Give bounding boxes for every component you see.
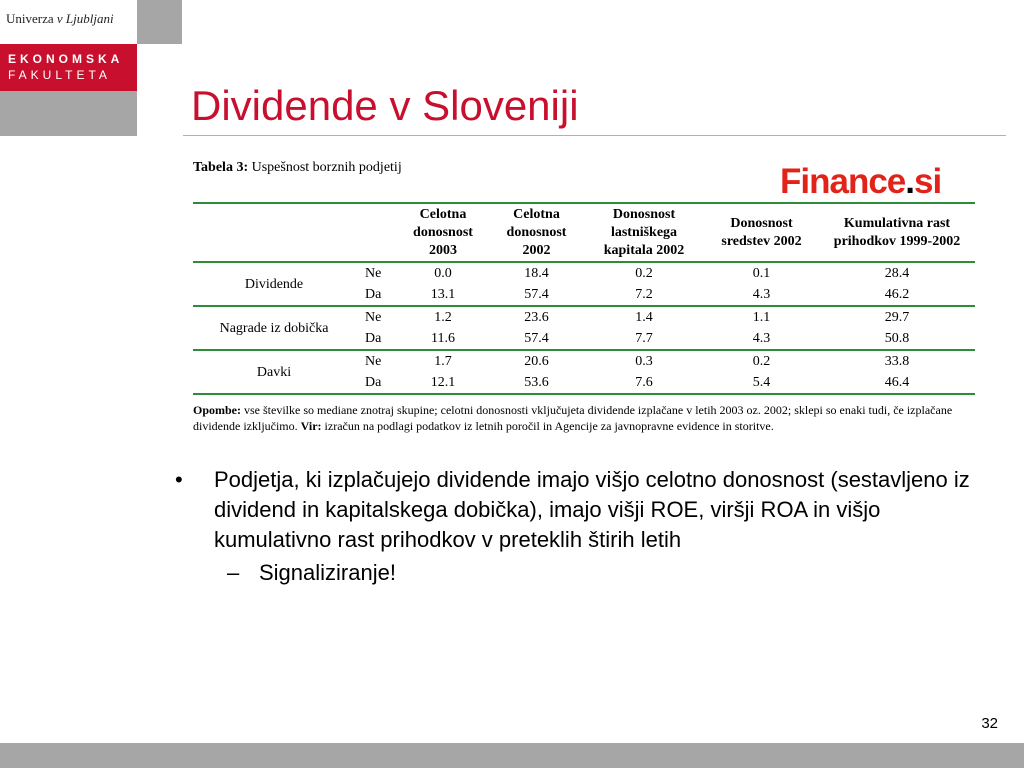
group-label: Nagrade iz dobička (193, 306, 355, 350)
logo-text-dot: . (905, 162, 914, 201)
value-cell: 46.2 (819, 284, 975, 306)
university-name (6, 11, 114, 27)
table-row (193, 262, 975, 284)
faculty-logo (0, 44, 137, 91)
faculty-logo-line2: FAKULTETA (8, 68, 111, 82)
footnote-text: vse številke so mediane znotraj skupine; celotni donosnosti vključujeta dividende izplačane v letih 2003 oz. 2002; sklepi so enaki tudi, če izplačane dividende izključimo. (193, 403, 953, 433)
university-name-suffix: v Ljubljani (56, 11, 114, 26)
yn-cell: Da (355, 328, 397, 350)
logo-text-main: Finance (780, 162, 906, 201)
yn-cell: Da (355, 372, 397, 394)
value-cell: 28.4 (884, 266, 910, 281)
source-text: izračun na podlagi podatkov iz letnih poročil in Agencije za javnopravne evidence in storitve. (321, 419, 774, 433)
header-cell (193, 203, 355, 262)
group-label: Davki (193, 350, 355, 394)
table-row (193, 306, 975, 328)
yn-cell: Ne (365, 266, 382, 281)
table-caption-text: Uspešnost borznih podjetij (248, 160, 402, 175)
source-label: Vir: (300, 419, 322, 433)
value-cell: 13.1 (397, 284, 489, 306)
page-number: 32 (981, 715, 998, 732)
university-name-prefix: Univerza (6, 11, 54, 26)
side-grey-block (0, 91, 137, 136)
header-cell: Celotna donosnost 2003 (397, 203, 489, 262)
footer-bar (0, 743, 1024, 768)
bullet-mark: • (175, 467, 183, 492)
value-cell: 23.6 (524, 310, 549, 325)
header-cell (355, 203, 397, 262)
sub-bullet-text: Signaliziranje! (259, 560, 396, 585)
value-cell: 57.4 (489, 284, 584, 306)
header-grey-block (137, 0, 182, 44)
sub-bullet-item (175, 558, 975, 588)
yn-cell: Ne (365, 354, 382, 369)
header-cell: Kumulativna rast prihodkov 1999-2002 (819, 203, 975, 262)
value-cell: 12.1 (397, 372, 489, 394)
table-caption (193, 160, 402, 176)
title-divider (183, 135, 1006, 136)
value-cell: 18.4 (524, 266, 549, 281)
value-cell: 0.2 (752, 354, 771, 369)
value-cell: 20.6 (524, 354, 549, 369)
value-cell: 11.6 (397, 328, 489, 350)
value-cell: 1.4 (635, 310, 653, 325)
value-cell: 5.4 (704, 372, 819, 394)
table-footnote (193, 402, 978, 434)
sub-bullet-mark: – (227, 560, 240, 585)
value-cell: 7.2 (584, 284, 704, 306)
yn-cell: Ne (365, 310, 382, 325)
value-cell: 7.7 (584, 328, 704, 350)
value-cell: 1.7 (434, 354, 452, 369)
value-cell: 0.1 (752, 266, 771, 281)
slide-title: Dividende v Sloveniji (191, 82, 579, 129)
value-cell: 0.3 (635, 354, 653, 369)
value-cell: 33.8 (884, 354, 910, 369)
value-cell: 4.3 (704, 284, 819, 306)
table-row (193, 350, 975, 372)
logo-text-suffix: si (914, 162, 942, 201)
value-cell: 53.6 (489, 372, 584, 394)
header-cell: Celotna donosnost 2002 (489, 203, 584, 262)
value-cell: 29.7 (884, 310, 910, 325)
value-cell: 0.2 (635, 266, 653, 281)
faculty-logo-line1: EKONOMSKA (8, 52, 124, 66)
value-cell: 1.2 (434, 310, 452, 325)
table-caption-label: Tabela 3: (193, 160, 249, 175)
performance-table (193, 202, 975, 395)
value-cell: 4.3 (704, 328, 819, 350)
finance-si-logo (780, 162, 942, 201)
bullet-item (175, 465, 975, 555)
footnote-label: Opombe: (193, 403, 241, 417)
value-cell: 57.4 (489, 328, 584, 350)
value-cell: 1.1 (752, 310, 771, 325)
yn-cell: Da (355, 284, 397, 306)
bullet-list (175, 465, 975, 588)
value-cell: 46.4 (819, 372, 975, 394)
value-cell: 0.0 (434, 266, 452, 281)
group-label: Dividende (193, 262, 355, 306)
header-cell: Donosnost sredstev 2002 (704, 203, 819, 262)
table-header-row (193, 203, 975, 262)
value-cell: 50.8 (819, 328, 975, 350)
bullet-text: Podjetja, ki izplačujejo dividende imajo višjo celotno donosnost (sestavljeno iz dividend in kapitalskega dobička), imajo višji ROE, viršji ROA in višjo kumulativno rast prihodkov v preteklih štirih letih (214, 467, 970, 552)
header-cell: Donosnost lastniškega kapitala 2002 (584, 203, 704, 262)
value-cell: 7.6 (584, 372, 704, 394)
university-logo (0, 0, 137, 44)
